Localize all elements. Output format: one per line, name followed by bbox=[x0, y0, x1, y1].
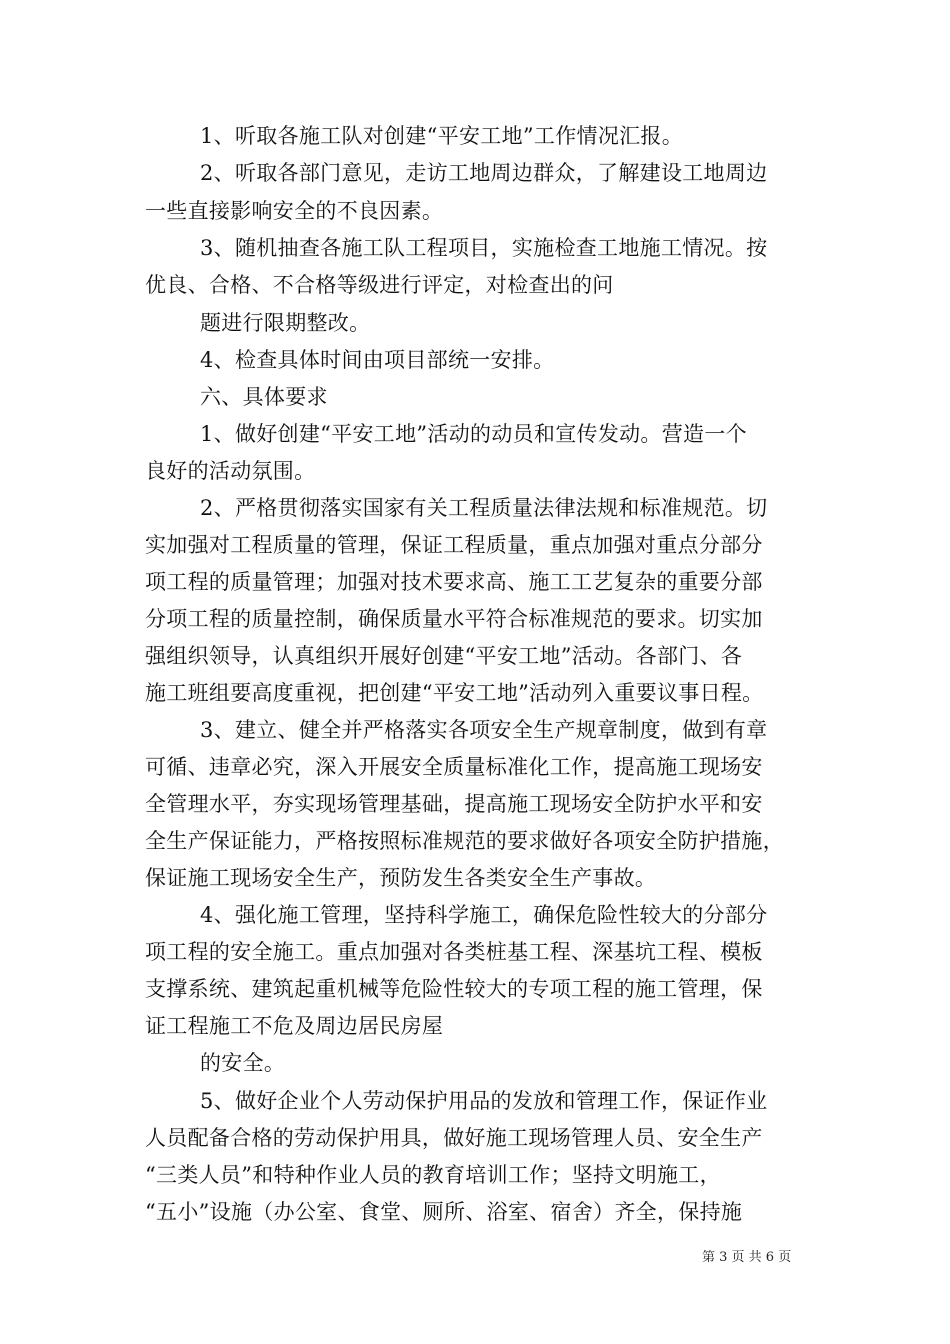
text-line-16: 施工班组要高度重视，把创建“平安工地”活动列入重要议事日程。 bbox=[145, 681, 764, 705]
text-line-25: 证工程施工不危及周边居民房屋 bbox=[145, 1014, 444, 1038]
text-line-1: 1、听取各施工队对创建“平安工地”工作情况汇报。 bbox=[200, 124, 684, 148]
text-line-10: 良好的活动氛围。 bbox=[145, 459, 316, 483]
section-heading: 六、具体要求 bbox=[200, 385, 328, 409]
text-line-28: 人员配备合格的劳动保护用具，做好施工现场管理人员、安全生产 bbox=[145, 1126, 763, 1150]
text-line-30: “五小”设施（办公室、食堂、厕所、浴室、宿舍）齐全，保持施 bbox=[145, 1200, 743, 1224]
text-line-5: 优良、合格、不合格等级进行评定，对检查出的问 bbox=[145, 273, 614, 297]
text-line-9: 1、做好创建“平安工地”活动的动员和宣传发动。营造一个 bbox=[200, 422, 747, 446]
text-line-18: 可循、违章必究，深入开展安全质量标准化工作，提高施工现场安 bbox=[145, 755, 763, 779]
text-line-15: 强组织领导，认真组织开展好创建“平安工地”活动。各部门、各 bbox=[145, 644, 743, 668]
text-line-4: 3、随机抽查各施工队工程项目，实施检查工地施工情况。按 bbox=[200, 236, 768, 260]
text-line-11: 2、严格贯彻落实国家有关工程质量法律法规和标准规范。切 bbox=[200, 496, 768, 520]
text-line-3: 一些直接影响安全的不良因素。 bbox=[145, 199, 444, 223]
text-line-20: 全生产保证能力，严格按照标准规范的要求做好各项安全防护措施， bbox=[145, 829, 784, 853]
text-line-2: 2、听取各部门意见，走访工地周边群众，了解建设工地周边 bbox=[200, 161, 768, 185]
text-line-22: 4、强化施工管理，坚持科学施工，确保危险性较大的分部分 bbox=[200, 903, 768, 927]
text-line-17: 3、建立、健全并严格落实各项安全生产规章制度，做到有章 bbox=[200, 718, 768, 742]
text-line-13: 项工程的质量管理；加强对技术要求高、施工工艺复杂的重要分部 bbox=[145, 570, 763, 594]
text-line-7: 4、检查具体时间由项目部统一安排。 bbox=[200, 348, 555, 372]
text-line-27: 5、做好企业个人劳动保护用品的发放和管理工作，保证作业 bbox=[200, 1089, 768, 1113]
text-line-26: 的安全。 bbox=[200, 1051, 286, 1075]
text-line-14: 分项工程的质量控制，确保质量水平符合标准规范的要求。切实加 bbox=[145, 607, 763, 631]
text-line-6: 题进行限期整改。 bbox=[200, 311, 371, 335]
text-line-29: “三类人员”和特种作业人员的教育培训工作；坚持文明施工， bbox=[145, 1163, 721, 1187]
text-line-12: 实加强对工程质量的管理，保证工程质量，重点加强对重点分部分 bbox=[145, 533, 763, 557]
text-line-24: 支撑系统、建筑起重机械等危险性较大的专项工程的施工管理，保 bbox=[145, 977, 763, 1001]
text-line-19: 全管理水平，夯实现场管理基础，提高施工现场安全防护水平和安 bbox=[145, 792, 763, 816]
page-number: 第 3 页 共 6 页 bbox=[702, 1250, 792, 1265]
text-line-23: 项工程的安全施工。重点加强对各类桩基工程、深基坑工程、模板 bbox=[145, 940, 763, 964]
text-line-21: 保证施工现场安全生产，预防发生各类安全生产事故。 bbox=[145, 866, 657, 890]
